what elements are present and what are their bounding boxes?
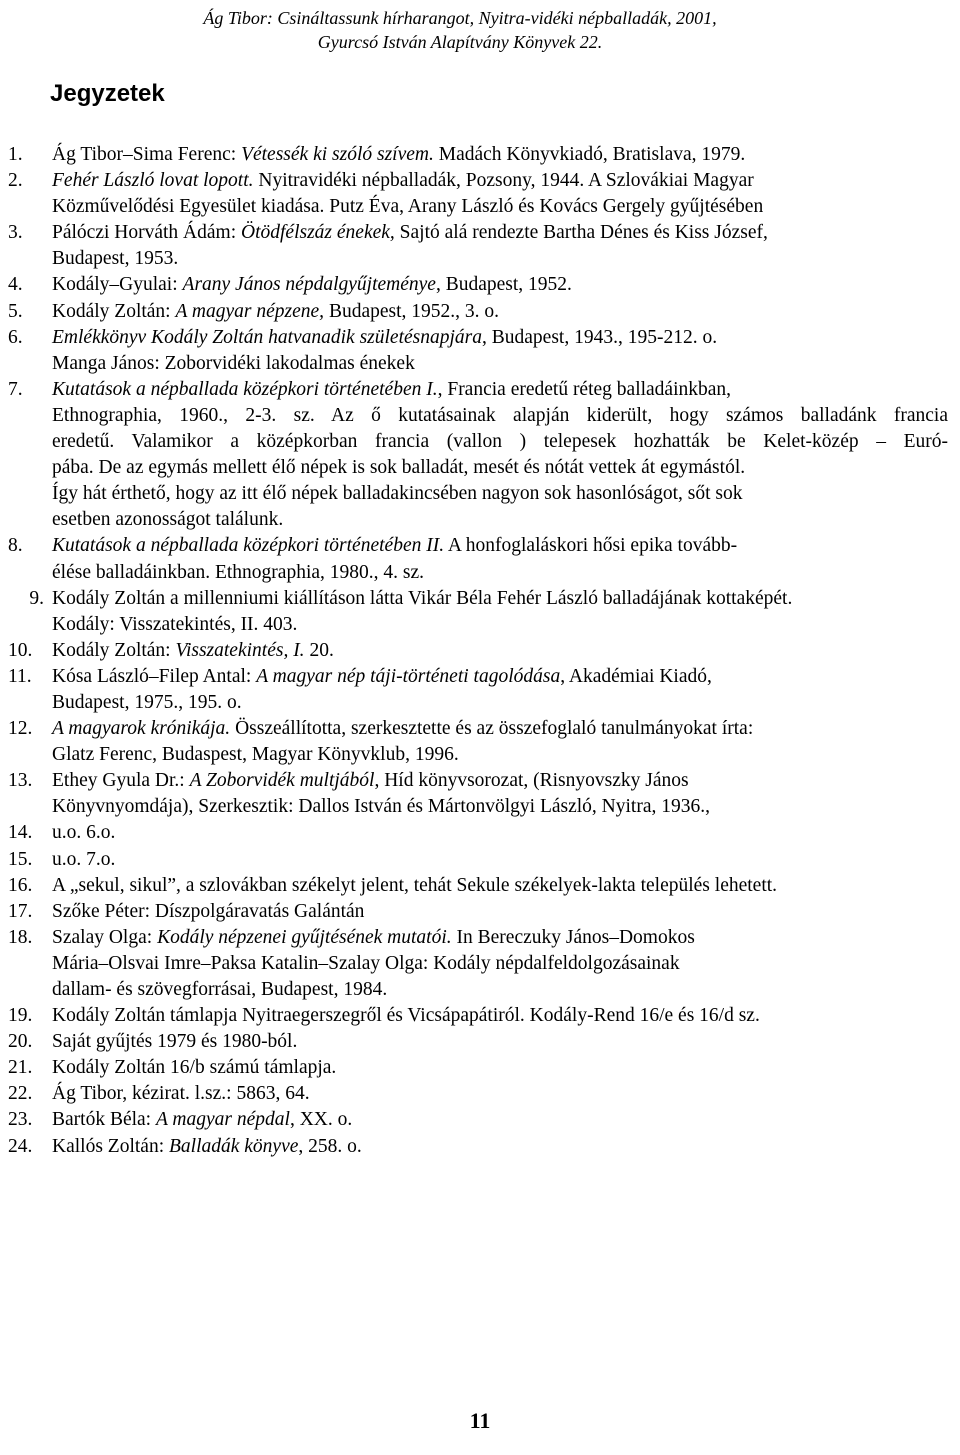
note-segment: Így hát érthető, hogy az itt élő népek balladakincsében nagyon sok hasonlóságot, sőt sok: [52, 483, 743, 505]
note-text: [52, 1003, 948, 1029]
note-number: 17.: [8, 900, 33, 922]
header-line-1: Ág Tibor: Csináltassunk hírharangot, Nyitra-vidéki népballadák, 2001,: [203, 8, 717, 28]
note-line: [52, 507, 948, 533]
note-segment: A „sekul, sikul”, a szlovákban székelyt jelent, tehát Sekule székelyek-lakta település lehetett.: [52, 874, 778, 896]
note-item: [8, 1029, 948, 1055]
note-line: [52, 299, 948, 325]
note-number: 10.: [8, 639, 33, 661]
note-segment: Kodály Zoltán:: [52, 300, 176, 322]
note-number: 24.: [8, 1135, 33, 1157]
header-line-2: Gyurcsó István Alapítvány Könyvek 22.: [317, 32, 603, 52]
note-line: [52, 194, 948, 220]
note-segment: Bartók Béla:: [52, 1109, 156, 1131]
note-segment: Glatz Ferenc, Budaspest, Magyar Könyvklub, 1996.: [52, 744, 459, 766]
note-item: [8, 325, 948, 377]
note-item: [8, 1081, 948, 1107]
note-segment: , Híd könyvsorozat, (Risnyovszky János: [374, 770, 689, 792]
note-line: [52, 403, 948, 429]
italic-title: Visszatekintés, I.: [175, 639, 305, 661]
italic-title: A magyar népzene,: [175, 300, 325, 322]
italic-title: Vétessék ki szóló szívem.: [241, 144, 434, 165]
note-line: [52, 899, 948, 925]
note-line: [52, 925, 948, 951]
note-item: [8, 873, 948, 899]
note-text: [52, 768, 948, 820]
note-line: [52, 1081, 948, 1107]
note-line: [52, 560, 948, 586]
note-segment: Madách Könyvkiadó, Bratislava, 1979.: [433, 144, 746, 165]
note-number: 6.: [8, 326, 23, 348]
note-line: [52, 1055, 948, 1081]
note-segment: Kodály Zoltán a millenniumi kiállításon látta Vikár Béla Fehér László balladájának kottaképét.: [52, 587, 793, 609]
italic-title: Arany János népdalgyűjteménye: [182, 274, 436, 296]
note-segment: Ág Tibor, kézirat. l.sz.: 5863, 64.: [52, 1083, 310, 1105]
note-line: [52, 481, 948, 507]
note-segment: Kodály–Gyulai:: [52, 274, 183, 296]
italic-title: A Zoborvidék multjából: [189, 770, 375, 792]
note-text: [52, 1107, 948, 1133]
note-line: [52, 272, 948, 298]
note-item: [8, 142, 948, 168]
note-segment: , Francia eredetű réteg balladáinkban,: [437, 378, 732, 400]
note-segment: esetben azonosságot találunk.: [52, 509, 284, 531]
note-segment: Pálóczi Horváth Ádám:: [52, 222, 241, 244]
note-line: [52, 873, 948, 899]
note-text: [52, 586, 948, 638]
note-number: 7.: [8, 378, 23, 400]
page-title: Jegyzetek: [50, 80, 165, 107]
note-line: [52, 951, 948, 977]
note-segment: pába. De az egymás mellett élő népek is sok balladát, mesét és nótát vettek át egymástól.: [52, 457, 746, 479]
note-line: [52, 742, 948, 768]
note-text: [52, 533, 948, 585]
note-line: [52, 429, 948, 455]
italic-title: A magyarok krónikája.: [52, 718, 231, 740]
note-segment: Szalay Olga:: [52, 926, 158, 948]
note-line: [52, 351, 948, 377]
italic-title: Fehér László lovat lopott.: [52, 170, 254, 192]
note-line: [52, 1003, 948, 1029]
note-text: [52, 299, 948, 325]
note-text: [52, 272, 948, 298]
note-number: 2.: [8, 170, 23, 192]
note-line: [52, 794, 948, 820]
note-line: [52, 1134, 948, 1160]
notes-list: [8, 142, 948, 1160]
note-line: [52, 664, 948, 690]
note-item: [8, 768, 948, 820]
note-line: [52, 377, 948, 403]
note-text: [52, 664, 948, 716]
note-line: [52, 455, 948, 481]
note-line: [52, 638, 948, 664]
note-segment: Budapest, 1952., 3. o.: [324, 300, 500, 322]
note-line: [52, 612, 948, 638]
note-item: [8, 820, 948, 846]
note-item: [8, 533, 948, 585]
note-segment: 20.: [304, 639, 334, 661]
note-segment: Közművelődési Egyesület kiadása. Putz Éva, Arany László és Kovács Gergely gyűjtésében: [52, 196, 764, 218]
note-segment: In Bereczuky János–Domokos: [451, 926, 695, 948]
note-number: 8.: [8, 535, 23, 557]
note-number: 18.: [8, 926, 33, 948]
note-segment: u.o. 6.o.: [52, 822, 116, 844]
note-number: 5.: [8, 300, 23, 322]
note-segment: Nyitravidéki népballadák, Pozsony, 1944. A Szlovákiai Magyar: [253, 170, 754, 192]
note-line: [52, 142, 948, 168]
note-segment: dallam- és szövegforrásai, Budapest, 1984.: [52, 979, 388, 1000]
note-number: 1.: [8, 144, 23, 165]
note-item: [8, 716, 948, 768]
note-item: [8, 1055, 948, 1081]
note-number: 23.: [8, 1109, 33, 1131]
note-line: [52, 820, 948, 846]
note-number: 13.: [8, 770, 33, 792]
note-number: 21.: [8, 1057, 33, 1079]
note-text: [52, 1029, 948, 1055]
italic-title: Ötödfélszáz énekek,: [241, 222, 395, 244]
page-number: 11: [469, 1408, 491, 1433]
note-segment: Ág Tibor–Sima Ferenc:: [52, 144, 242, 165]
note-segment: Ethey Gyula Dr.:: [52, 770, 190, 792]
italic-title: Emlékkönyv Kodály Zoltán hatvanadik születésnapjára: [52, 326, 483, 348]
note-segment: A honfoglaláskori hősi epika tovább-: [444, 535, 738, 557]
note-line: [52, 847, 948, 873]
note-line: [52, 690, 948, 716]
note-segment: Ethnographia, 1960., 2-3. sz. Az ő kutatásainak alapján kiderült, hogy számos balladánk francia: [52, 404, 948, 426]
note-number: 22.: [8, 1083, 33, 1105]
note-item: [8, 299, 948, 325]
note-line: [52, 220, 948, 246]
note-item: [8, 220, 948, 272]
note-segment: Kodály Zoltán támlapja Nyitraegerszegről és Vicsápapátiról. Kodály-Rend 16/e és 16/d sz.: [52, 1005, 760, 1027]
italic-title: A magyar nép táji-történeti tagolódása: [256, 665, 561, 687]
italic-title: Kutatások a népballada középkori történetében I.: [52, 378, 438, 400]
note-text: [52, 168, 948, 220]
note-segment: u.o. 7.o.: [52, 848, 116, 870]
italic-title: Kutatások a népballada középkori történetében II.: [52, 535, 445, 557]
note-item: [8, 168, 948, 220]
note-line: [52, 168, 948, 194]
note-segment: Budapest, 1953.: [52, 248, 179, 270]
note-segment: Kallós Zoltán:: [52, 1135, 169, 1157]
note-text: [52, 377, 948, 534]
note-segment: Kodály Zoltán 16/b számú támlapja.: [52, 1057, 337, 1079]
note-text: [52, 716, 948, 768]
note-item: [8, 847, 948, 873]
note-line: [52, 977, 948, 1003]
note-text: [52, 820, 948, 846]
note-text: [52, 220, 948, 272]
note-text: [52, 925, 948, 1003]
note-text: [52, 1055, 948, 1081]
note-segment: , Budapest, 1952.: [435, 274, 572, 296]
note-line: [52, 325, 948, 351]
note-number: 12.: [8, 718, 33, 740]
note-item: [8, 925, 948, 1003]
note-item: [8, 377, 948, 534]
note-text: [52, 899, 948, 925]
note-segment: , 258. o.: [298, 1135, 362, 1157]
note-segment: Kodály: Visszatekintés, II. 403.: [52, 613, 298, 635]
note-segment: , XX. o.: [289, 1109, 353, 1131]
note-number: 3.: [8, 222, 23, 244]
note-number: 19.: [8, 1005, 33, 1027]
note-segment: Budapest, 1975., 195. o.: [52, 691, 242, 713]
note-line: [52, 716, 948, 742]
note-segment: Szőke Péter: Díszpolgáravatás Galántán: [52, 900, 365, 922]
note-segment: Kodály Zoltán:: [52, 639, 176, 661]
note-segment: Kósa László–Filep Antal:: [52, 665, 257, 687]
note-segment: , Akadémiai Kiadó,: [560, 665, 712, 687]
note-text: [52, 638, 948, 664]
note-line: [52, 586, 948, 612]
note-segment: Mária–Olsvai Imre–Paksa Katalin–Szalay Olga: Kodály népdalfeldolgozásainak: [52, 952, 680, 974]
note-number: 11.: [8, 665, 32, 687]
note-segment: , Budapest, 1943., 195-212. o.: [482, 326, 718, 348]
note-text: [52, 847, 948, 873]
note-text: [52, 142, 948, 168]
note-number: 16.: [8, 874, 33, 896]
note-segment: Összeállította, szerkesztette és az összefoglaló tanulmányokat írta:: [230, 718, 754, 740]
note-segment: eredetű. Valamikor a középkorban francia (vallon ) telepesek hozhatták be Kelet-közép – Euró-: [52, 431, 948, 453]
note-segment: Könyvnyomdája), Szerkesztik: Dallos István és Mártonvölgyi László, Nyitra, 1936.,: [52, 796, 710, 818]
note-item: [8, 638, 948, 664]
note-line: [52, 533, 948, 559]
note-segment: Manga János: Zoborvidéki lakodalmas énekek: [52, 352, 415, 374]
note-item: [8, 1003, 948, 1029]
note-number: 20.: [8, 1031, 33, 1053]
note-segment: Saját gyűjtés 1979 és 1980-ból.: [52, 1031, 298, 1053]
note-text: [52, 873, 948, 899]
note-number: 15.: [8, 848, 33, 870]
note-item: [8, 899, 948, 925]
running-header: [150, 6, 770, 54]
note-segment: élése balladáinkban. Ethnographia, 1980., 4. sz.: [52, 561, 425, 583]
italic-title: A magyar népdal: [155, 1109, 290, 1131]
note-text: [52, 1134, 948, 1160]
note-item: [8, 272, 948, 298]
note-text: [52, 325, 948, 377]
note-number: 9.: [29, 587, 44, 609]
note-segment: Sajtó alá rendezte Bartha Dénes és Kiss József,: [394, 222, 768, 244]
note-line: [52, 1107, 948, 1133]
note-line: [52, 768, 948, 794]
note-line: [52, 246, 948, 272]
note-number: 4.: [8, 274, 23, 296]
note-item: [8, 586, 948, 638]
italic-title: Balladák könyve: [168, 1135, 299, 1157]
italic-title: Kodály népzenei gyűjtésének mutatói.: [157, 926, 452, 948]
note-text: [52, 1081, 948, 1107]
note-item: [8, 664, 948, 716]
note-line: [52, 1029, 948, 1055]
note-item: [8, 1107, 948, 1133]
note-item: [8, 1134, 948, 1160]
note-number: 14.: [8, 822, 33, 844]
